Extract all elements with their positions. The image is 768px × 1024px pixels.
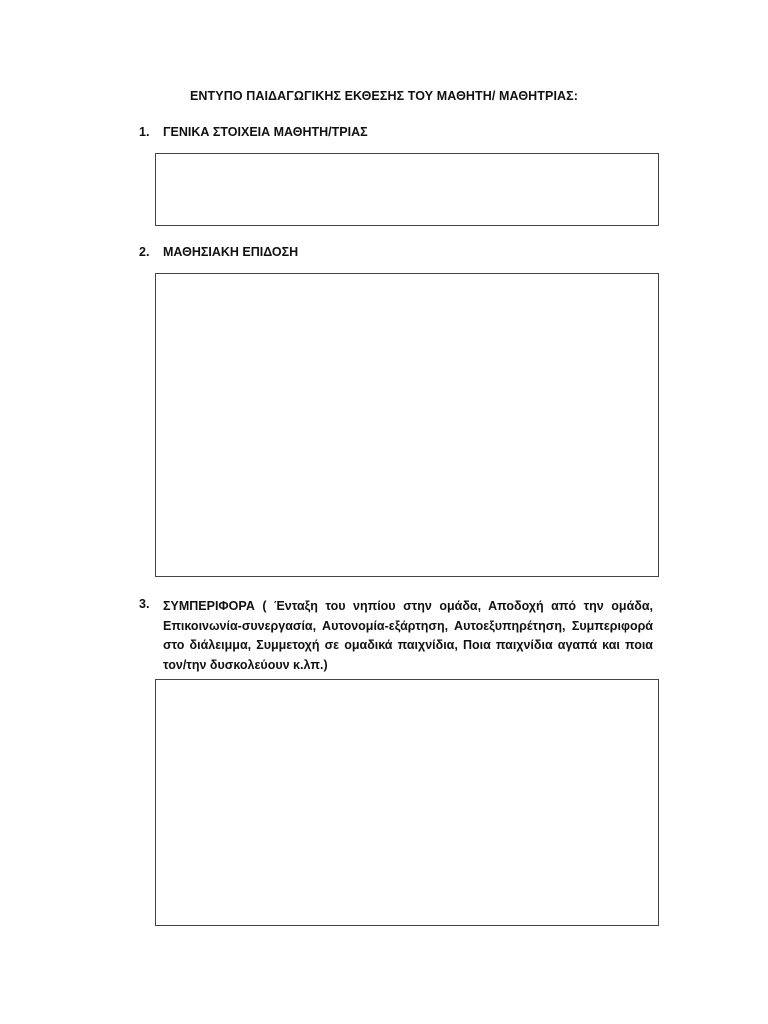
behavior-entry-box[interactable]	[155, 679, 659, 926]
section-number: 3.	[139, 597, 150, 611]
section-heading: ΣΥΜΠΕΡΙΦΟΡΑ	[163, 599, 255, 613]
general-info-entry-box[interactable]	[155, 153, 659, 226]
section-learning-performance	[139, 245, 653, 259]
section-number: 2.	[139, 245, 150, 259]
section-heading: ΓΕΝΙΚΑ ΣΤΟΙΧΕΙΑ ΜΑΘΗΤΗ/ΤΡΙΑΣ	[163, 125, 368, 139]
section-general-info	[139, 125, 653, 139]
section-description: ( Ένταξη του νηπίου στην ομάδα, Αποδοχή από την ομάδα, Επικοινωνία-συνεργασία, Αυτονομία-εξάρτηση, Αυτοεξυπηρέτηση, Συμπεριφορά στο διάλειμμα, Συμμετοχή σε ομαδικά παιχνίδια, Ποια παιχνίδια αγαπά και ποια τον/την δυσκολεύουν κ.λπ.)	[163, 599, 653, 672]
section-heading: ΜΑΘΗΣΙΑΚΗ ΕΠΙΔΟΣΗ	[163, 245, 299, 259]
section-body	[163, 597, 653, 675]
section-behavior	[139, 597, 653, 675]
document-title: ΕΝΤΥΠΟ ΠΑΙΔΑΓΩΓΙΚΗΣ ΕΚΘΕΣΗΣ ΤΟΥ ΜΑΘΗΤΗ/ ΜΑΘΗΤΡΙΑΣ:	[189, 89, 579, 103]
learning-performance-entry-box[interactable]	[155, 273, 659, 577]
section-number: 1.	[139, 125, 150, 139]
